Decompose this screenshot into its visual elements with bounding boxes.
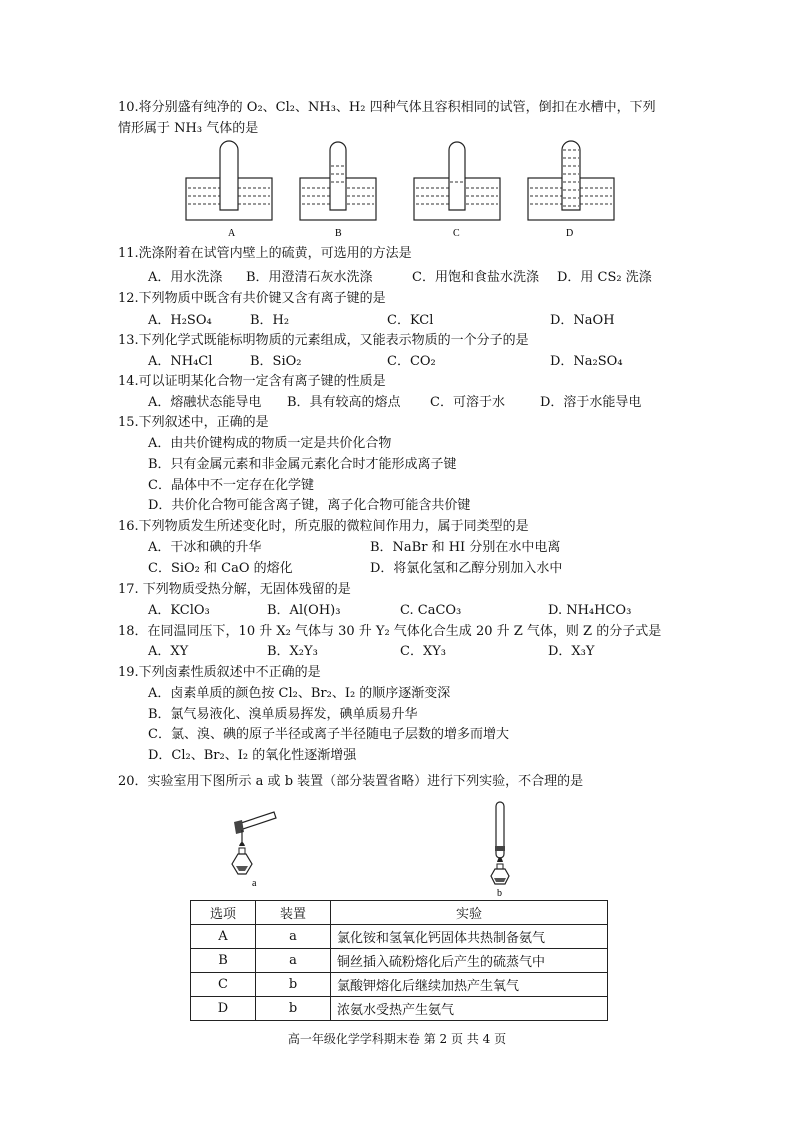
q12-option-d: D．NaOH bbox=[550, 313, 615, 328]
q19-option-a: A．卤素单质的颜色按 Cl₂、Br₂、I₂ 的顺序逐渐变深 bbox=[148, 686, 451, 701]
apparatus-b bbox=[482, 800, 522, 898]
page-footer: 高一年级化学学科期末卷 第 2 页 共 4 页 bbox=[287, 1032, 507, 1046]
apparatus-b-label: b bbox=[497, 888, 502, 898]
q15-option-b: B．只有金属元素和非金属元素化合时才能形成离子键 bbox=[148, 457, 457, 472]
q18-option-a: A．XY bbox=[148, 644, 189, 659]
table-header-row bbox=[191, 901, 608, 925]
q16-option-c: C．SiO₂ 和 CaO 的熔化 bbox=[148, 561, 293, 576]
q14-option-a: A．熔融状态能导电 bbox=[148, 395, 262, 410]
figure-label-d: D bbox=[566, 228, 574, 239]
table-header-apparatus: 装置 bbox=[256, 901, 331, 925]
q11-option-b: B．用澄清石灰水洗涤 bbox=[246, 270, 373, 285]
table-cell-apparatus: b bbox=[256, 997, 331, 1021]
q18-stem: 18．在同温同压下，10 升 X₂ 气体与 30 升 Y₂ 气体化合生成 20 升 Z 气体，则 Z 的分子式是 bbox=[118, 624, 662, 639]
table-cell-option: D bbox=[191, 997, 256, 1021]
q13-option-a: A．NH₄Cl bbox=[148, 354, 213, 369]
table-header-option: 选项 bbox=[191, 901, 256, 925]
table-cell-experiment: 浓氨水受热产生氨气 bbox=[331, 997, 608, 1021]
table-row bbox=[191, 949, 608, 973]
q11-option-c: C．用饱和食盐水洗涤 bbox=[412, 270, 539, 285]
q12-option-b: B．H₂ bbox=[250, 313, 290, 328]
q18-option-c: C．XY₃ bbox=[400, 644, 446, 659]
q15-option-d: D．共价化合物可能含离子键，离子化合物可能含共价键 bbox=[148, 498, 471, 513]
q19-option-b: B．氯气易液化、溴单质易挥发，碘单质易升华 bbox=[148, 707, 418, 722]
q10-stem-line1: 10.将分别盛有纯净的 O₂、Cl₂、NH₃、H₂ 四种气体且容积相同的试管，倒扣在水槽中，下列 bbox=[118, 100, 656, 115]
table-cell-apparatus: a bbox=[256, 925, 331, 949]
q17-option-d: D. NH₄HCO₃ bbox=[548, 603, 632, 618]
q12-option-c: C．KCl bbox=[387, 313, 434, 328]
table-row bbox=[191, 997, 608, 1021]
q14-option-d: D．溶于水能导电 bbox=[540, 395, 642, 410]
table-cell-apparatus: b bbox=[256, 973, 331, 997]
q15-option-c: C．晶体中不一定存在化学键 bbox=[148, 478, 314, 493]
q15-stem: 15.下列叙述中，正确的是 bbox=[118, 415, 269, 430]
q12-stem: 12.下列物质中既含有共价键又含有离子键的是 bbox=[118, 291, 386, 306]
q17-option-a: A．KClO₃ bbox=[148, 603, 210, 618]
q16-stem: 16.下列物质发生所述变化时，所克服的微粒间作用力，属于同类型的是 bbox=[118, 519, 529, 534]
q12-option-a: A．H₂SO₄ bbox=[148, 313, 212, 328]
q17-option-b: B．Al(OH)₃ bbox=[267, 603, 341, 618]
q14-option-c: C．可溶于水 bbox=[430, 395, 505, 410]
q10-stem-line2: 情形属于 NH₃ 气体的是 bbox=[118, 121, 259, 136]
q15-option-a: A．由共价键构成的物质一定是共价化合物 bbox=[148, 436, 392, 451]
figure-label-b: B bbox=[335, 228, 342, 239]
apparatus-a-label: a bbox=[252, 878, 257, 889]
q17-stem: 17. 下列物质受热分解，无固体残留的是 bbox=[118, 582, 351, 597]
q18-option-d: D．X₃Y bbox=[548, 644, 595, 659]
q13-option-b: B．SiO₂ bbox=[250, 354, 302, 369]
q13-stem: 13.下列化学式既能标明物质的元素组成，又能表示物质的一个分子的是 bbox=[118, 333, 529, 348]
table-cell-option: A bbox=[191, 925, 256, 949]
table-cell-experiment: 氯化铵和氢氧化钙固体共热制备氨气 bbox=[331, 925, 608, 949]
q19-stem: 19.下列卤素性质叙述中不正确的是 bbox=[118, 665, 321, 680]
q14-stem: 14.可以证明某化合物一定含有离子键的性质是 bbox=[118, 374, 386, 389]
figure-b bbox=[300, 142, 376, 220]
q18-option-b: B．X₂Y₃ bbox=[267, 644, 318, 659]
q11-option-a: A．用水洗涤 bbox=[148, 270, 223, 285]
table-cell-experiment: 铜丝插入硫粉熔化后产生的硫蒸气中 bbox=[331, 949, 608, 973]
q19-option-c: C．氯、溴、碘的原子半径或离子半径随电子层数的增多而增大 bbox=[148, 727, 509, 742]
q19-option-d: D．Cl₂、Br₂、I₂ 的氧化性逐渐增强 bbox=[148, 748, 357, 763]
q20-stem: 20．实验室用下图所示 a 或 b 装置（部分装置省略）进行下列实验，不合理的是 bbox=[118, 774, 584, 789]
q13-option-c: C．CO₂ bbox=[387, 354, 436, 369]
q11-stem: 11.洗涤附着在试管内壁上的硫黄，可选用的方法是 bbox=[118, 246, 412, 261]
table-cell-experiment: 氯酸钾熔化后继续加热产生氧气 bbox=[331, 973, 608, 997]
figure-label-a: A bbox=[228, 228, 236, 239]
figure-c bbox=[414, 142, 500, 220]
figure-a bbox=[186, 141, 272, 220]
q16-option-d: D．将氯化氢和乙醇分别加入水中 bbox=[370, 561, 563, 576]
figure-d bbox=[528, 141, 614, 220]
q17-option-c: C. CaCO₃ bbox=[400, 603, 462, 618]
q11-option-d: D．用 CS₂ 洗涤 bbox=[557, 270, 652, 285]
table-cell-apparatus: a bbox=[256, 949, 331, 973]
apparatus-a bbox=[228, 808, 288, 890]
figure-label-c: C bbox=[453, 228, 460, 239]
table-header-experiment: 实验 bbox=[331, 901, 608, 925]
q16-option-a: A．干冰和碘的升华 bbox=[148, 540, 262, 555]
table-row bbox=[191, 925, 608, 949]
table-cell-option: C bbox=[191, 973, 256, 997]
q13-option-d: D．Na₂SO₄ bbox=[550, 354, 623, 369]
table-row bbox=[191, 973, 608, 997]
table-cell-option: B bbox=[191, 949, 256, 973]
q20-table bbox=[190, 900, 608, 1021]
q10-figure bbox=[180, 138, 620, 240]
q16-option-b: B．NaBr 和 HI 分别在水中电离 bbox=[370, 540, 561, 555]
q14-option-b: B．具有较高的熔点 bbox=[287, 395, 401, 410]
